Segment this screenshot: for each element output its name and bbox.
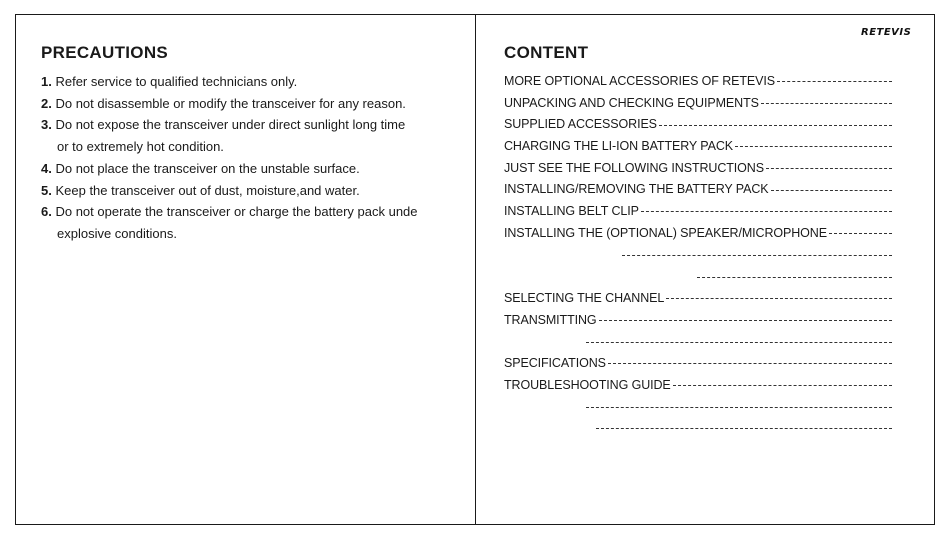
leader-dots [761,103,892,104]
item-text: Keep the transceiver out of dust, moisture,and water. [55,182,360,198]
toc-label: TROUBLESHOOTING GUIDE [504,377,671,392]
toc-label: CHARGING THE LI-ION BATTERY PACK [504,139,734,154]
toc-entry [504,396,892,418]
toc-entry [504,288,892,310]
toc-label: SELECTING THE CHANNEL [504,290,665,305]
precautions-title: PRECAUTIONS [41,43,169,62]
precaution-item [41,158,466,180]
toc-entry [504,353,892,375]
item-text-continued: or to extremely hot condition. [57,139,224,155]
toc-entry [504,201,892,223]
leader-dots [596,428,892,429]
leader-dots [697,277,892,278]
toc-label: INSTALLING/REMOVING THE BATTERY PACK [504,182,769,197]
leader-dots [771,190,892,191]
toc-entry [504,179,892,201]
precaution-item [41,201,466,244]
item-number: 6. [41,204,52,220]
leader-dots [586,342,892,343]
precaution-item [41,114,466,157]
leader-dots [735,146,892,147]
toc-label: MORE OPTIONAL ACCESSORIES OF RETEVIS [504,74,775,88]
precautions-list [41,71,466,245]
item-number: 4. [41,160,52,176]
column-divider [475,14,476,525]
brand-logo: RETEVIS [861,27,912,38]
toc-entry [504,223,892,245]
toc-entry [504,310,892,332]
toc-label: TRANSMITTING [504,312,597,327]
toc-entry [504,418,892,440]
item-text: Do not disassemble or modify the transceiver for any reason. [55,95,406,111]
toc-entry [504,331,892,353]
toc-entry [504,71,892,93]
precaution-item [41,180,466,202]
item-number: 1. [41,74,52,89]
item-text: Do not expose the transceiver under direct sunlight long time [55,117,406,133]
toc-entry [504,114,892,136]
toc-entry [504,375,892,397]
toc-label: JUST SEE THE FOLLOWING INSTRUCTIONS [504,160,764,175]
leader-dots [777,81,892,82]
item-text: Refer service to qualified technicians only. [55,74,298,89]
leader-dots [586,407,892,408]
precaution-item [41,93,466,115]
toc-label: SUPPLIED ACCESSORIES [504,117,657,132]
leader-dots [622,255,892,256]
leader-dots [766,168,892,169]
leader-dots [608,363,892,364]
toc-label: UNPACKING AND CHECKING EQUIPMENTS [504,95,759,110]
toc-label: INSTALLING THE (OPTIONAL) SPEAKER/MICROPHONE [504,225,827,240]
item-number: 3. [41,117,52,133]
toc-entry [504,136,892,158]
toc-entry [504,93,892,115]
leader-dots [659,125,892,126]
leader-dots [673,385,892,386]
item-text-continued: explosive conditions. [57,225,177,241]
item-number: 2. [41,95,52,111]
leader-dots [666,298,892,299]
toc-entry [504,266,892,288]
item-text: Do not operate the transceiver or charge the battery pack unde [55,204,418,220]
item-text: Do not place the transceiver on the unstable surface. [55,160,360,176]
toc-entry [504,158,892,180]
precaution-item [41,71,466,93]
leader-dots [829,233,892,234]
toc-entry [504,245,892,267]
content-title: CONTENT [504,43,589,62]
item-number: 5. [41,182,52,198]
leader-dots [599,320,892,321]
toc-label: INSTALLING BELT CLIP [504,204,639,219]
table-of-contents [504,71,892,440]
leader-dots [641,211,892,212]
toc-label: SPECIFICATIONS [504,355,606,370]
